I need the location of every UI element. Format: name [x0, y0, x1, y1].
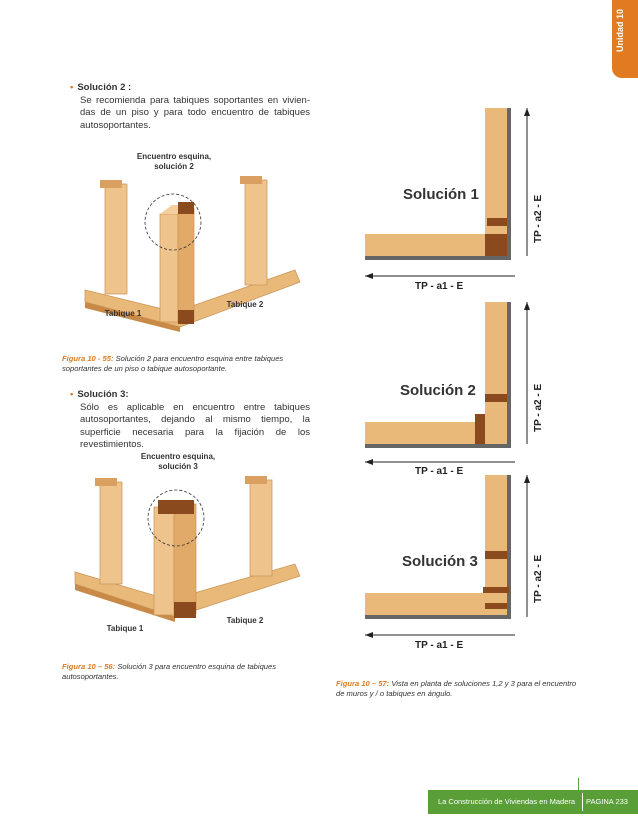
figure1-caption-number: Figura 10 - 55: — [62, 354, 114, 363]
figure2-caption — [62, 662, 312, 682]
solution2-body: Se recomienda para tabiques soportantes en vivien-das de un piso y para todo encuentro de tabiques autosoportantes. — [80, 94, 310, 131]
plan-solution-3 — [365, 475, 595, 660]
unit-tab — [612, 0, 638, 78]
solution2-heading: Solución 2 : — [77, 82, 132, 93]
solution2-block — [70, 82, 310, 132]
figure2-caption-number: Figura 10 – 56: — [62, 662, 116, 671]
footer-bar — [428, 790, 638, 814]
figure1-caption-text: Solución 2 para encuentro esquina entre tabiques soportantes de un piso o tabique autosoportante. — [62, 354, 284, 373]
figure2-label-right: Tabique 2 — [226, 616, 264, 625]
plan-solution-1 — [365, 108, 595, 308]
figure3-caption-number: Figura 10 – 57: — [336, 679, 390, 688]
figure2-illustration — [70, 472, 310, 642]
plan-solution-2-tp-horizontal: TP - a1 - E — [415, 466, 464, 477]
figure2-label-left: Tabique 1 — [106, 624, 144, 633]
plan-solution-3-drawing — [365, 475, 595, 660]
unit-tab-label: Unidad 10 — [615, 8, 625, 52]
figure1-label-right: Tabique 2 — [226, 300, 264, 309]
plan-solution-1-drawing — [365, 108, 595, 308]
plan-solution-1-title: Solución 1 — [403, 186, 479, 203]
plan-solution-2-title: Solución 2 — [400, 382, 476, 399]
plan-solution-3-title: Solución 3 — [402, 553, 478, 570]
plan-solution-2-tp-vertical: TP - a2 - E — [533, 383, 544, 432]
plan-solution-1-tp-horizontal: TP - a1 - E — [415, 281, 464, 292]
footer-separator — [582, 793, 583, 811]
footer-tick — [578, 778, 579, 790]
solution3-body: Sólo es aplicable en encuentro entre tabiques autosoportantes, dejando al mismo tiempo, la superficie necesaria para la fijación de los revestimientos. — [80, 401, 310, 450]
figure2-callout: Encuentro esquina, solución 3 — [140, 452, 216, 471]
figure1-label-left: Tabique 1 — [104, 309, 142, 318]
plan-solution-1-tp-vertical: TP - a2 - E — [533, 194, 544, 243]
footer-book-title: La Construcción de Viviendas en Madera — [438, 797, 576, 806]
solution3-heading: Solución 3: — [77, 389, 129, 400]
plan-solution-3-tp-vertical: TP - a2 - E — [533, 554, 544, 603]
bullet-icon: • — [70, 82, 74, 93]
bullet-icon: • — [70, 389, 74, 400]
footer-page-number: PAGINA 233 — [586, 797, 628, 806]
figure2-caption-text: Solución 3 para encuentro esquina de tabiques autosoportantes. — [62, 662, 277, 681]
figure1-illustration — [80, 172, 320, 332]
solution3-block — [70, 389, 310, 452]
figure1-callout: Encuentro esquina, solución 2 — [136, 152, 212, 171]
plan-solution-2 — [365, 302, 595, 482]
figure3-caption — [336, 679, 586, 699]
figure3-caption-text: Vista en planta de soluciones 1,2 y 3 para el encuentro de muros y / o tabiques en ángulo. — [336, 679, 577, 698]
plan-solution-3-tp-horizontal: TP - a1 - E — [415, 640, 464, 651]
figure1-caption — [62, 354, 312, 374]
